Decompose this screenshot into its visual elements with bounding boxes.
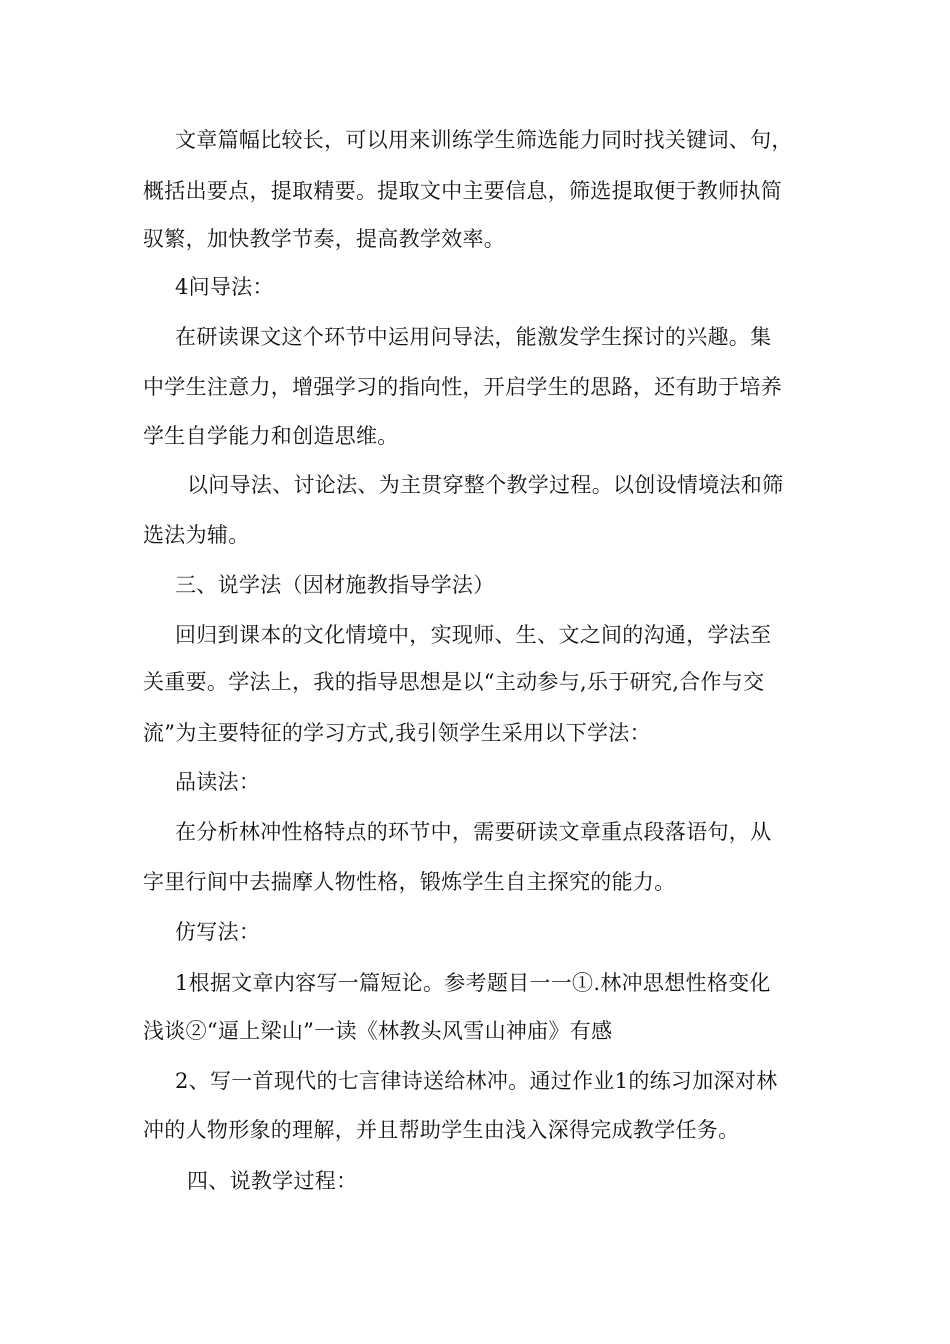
paragraph-line: 关重要。学法上，我的指导思想是以“主动参与,乐于研究,合作与交 bbox=[143, 670, 765, 694]
paragraph-line: 以问导法、讨论法、为主贯穿整个教学过程。以创设情境法和筛 bbox=[187, 473, 784, 497]
paragraph-line: 字里行间中去揣摩人物性格，锻炼学生自主探究的能力。 bbox=[143, 870, 676, 894]
paragraph-line: 流”为主要特征的学习方式,我引领学生采用以下学法： bbox=[143, 721, 651, 745]
section-heading: 4问导法： bbox=[175, 275, 274, 299]
section-heading: 四、说教学过程： bbox=[187, 1169, 358, 1193]
paragraph-line: 在分析林冲性格特点的环节中，需要研读文章重点段落语句，从 bbox=[175, 820, 772, 844]
paragraph-line: 在研读课文这个环节中运用问导法，能激发学生探讨的兴趣。集 bbox=[175, 325, 772, 349]
paragraph-line: 浅谈②“逼上梁山”一读《林教头风雪山神庙》有感 bbox=[143, 1019, 613, 1043]
paragraph-line: 文章篇幅比较长，可以用来训练学生筛选能力同时找关键词、句， bbox=[175, 128, 793, 152]
paragraph-line: 选法为辅。 bbox=[143, 523, 250, 547]
paragraph-line: 中学生注意力，增强学习的指向性，开启学生的思路，还有助于培养 bbox=[143, 375, 782, 399]
section-heading: 三、说学法（因材施教指导学法） bbox=[175, 573, 495, 597]
section-heading: 品读法： bbox=[175, 770, 261, 794]
paragraph-line: 1根据文章内容写一篇短论。参考题目一一①.林冲思想性格变化 bbox=[175, 971, 771, 995]
paragraph-line: 冲的人物形象的理解，并且帮助学生由浅入深得完成教学任务。 bbox=[143, 1118, 740, 1142]
paragraph-line: 2、写一首现代的七言律诗送给林冲。通过作业1的练习加深对林 bbox=[175, 1069, 778, 1093]
paragraph-line: 驭繁，加快教学节奏，提高教学效率。 bbox=[143, 227, 506, 251]
paragraph-line: 概括出要点，提取精要。提取文中主要信息，筛选提取便于教师执简 bbox=[143, 179, 782, 203]
paragraph-line: 学生自学能力和创造思维。 bbox=[143, 424, 399, 448]
section-heading: 仿写法： bbox=[175, 920, 261, 944]
paragraph-line: 回归到课本的文化情境中，实现师、生、文之间的沟通，学法至 bbox=[175, 623, 772, 647]
